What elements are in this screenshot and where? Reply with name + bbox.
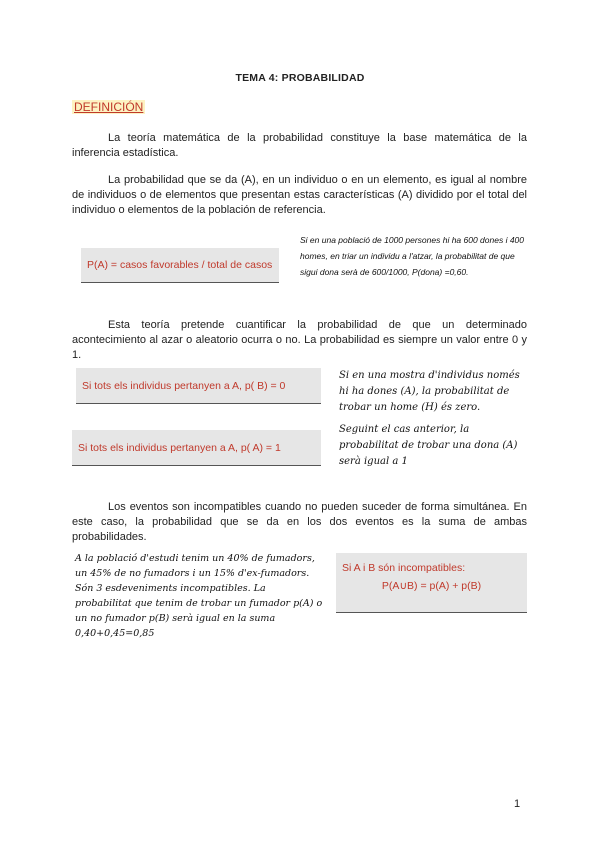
example-note-1: Si en una població de 1000 persones hi ha 600 dones i 400 homes, en triar un individu a l'atzar, la probabilitat de que sigui dona serà de 600/1000, P(dona) =0,60.: [300, 235, 525, 277]
probability-zero-box: Si tots els individus pertanyen a A, p( B) = 0: [76, 368, 321, 404]
page-title: TEMA 4: PROBABILIDAD: [235, 72, 365, 84]
section-heading: DEFINICIÓN: [74, 100, 144, 114]
example-note-3: Seguint el cas anterior, la probabilitat de trobar una dona (A) serà igual a 1: [339, 424, 518, 467]
paragraph-definition: [72, 173, 527, 218]
example-note-4: A la població d'estudi tenim un 40% de fumadors, un 45% de no fumadors i un 15% d'ex-fumadors. Són 3 esdeveniments incompatibles. La probabilitat que tenim de trobar un fumador p(A) o un no fumador p(B) serà igual en la suma 0,40+0,45=0,85: [75, 553, 323, 639]
paragraph-intro-text: La teoría matemática de la probabilidad constituye la base matemática de la inferencia estadística.: [72, 132, 527, 159]
incompatible-box: [336, 553, 527, 613]
paragraph-definition-text: La probabilidad que se da (A), en un individuo o en un elemento, es igual al nombre de individuos o de elementos que presentan estas características (A) dividido por el total del individuo o elementos de la población de referencia.: [72, 174, 527, 216]
paragraph-range-text: Esta teoría pretende cuantificar la probabilidad de que un determinado acontecimiento al azar o aleatorio ocurra o no. La probabilidad es siempre un valor entre 0 y 1.: [72, 319, 527, 361]
incompatible-box-title: Si A i B són incompatibles:: [342, 562, 466, 574]
paragraph-incompatible: [72, 500, 527, 545]
paragraph-intro: [72, 131, 527, 161]
formula-box: P(A) = casos favorables / total de casos: [81, 248, 279, 283]
paragraph-incompatible-text: Los eventos son incompatibles cuando no pueden suceder de forma simultánea. En este caso, la probabilidad que se da en los dos eventos es la suma de ambas probabilidades.: [72, 501, 527, 543]
page-number: 1: [514, 798, 521, 810]
example-note-2: Si en una mostra d'individus només hi ha dones (A), la probabilitat de trobar un home (H) és zero.: [339, 370, 520, 413]
paragraph-range: [72, 318, 527, 363]
incompatible-box-formula: P(A∪B) = p(A) + p(B): [381, 580, 482, 592]
probability-one-box: Si tots els individus pertanyen a A, p( A) = 1: [72, 430, 321, 466]
